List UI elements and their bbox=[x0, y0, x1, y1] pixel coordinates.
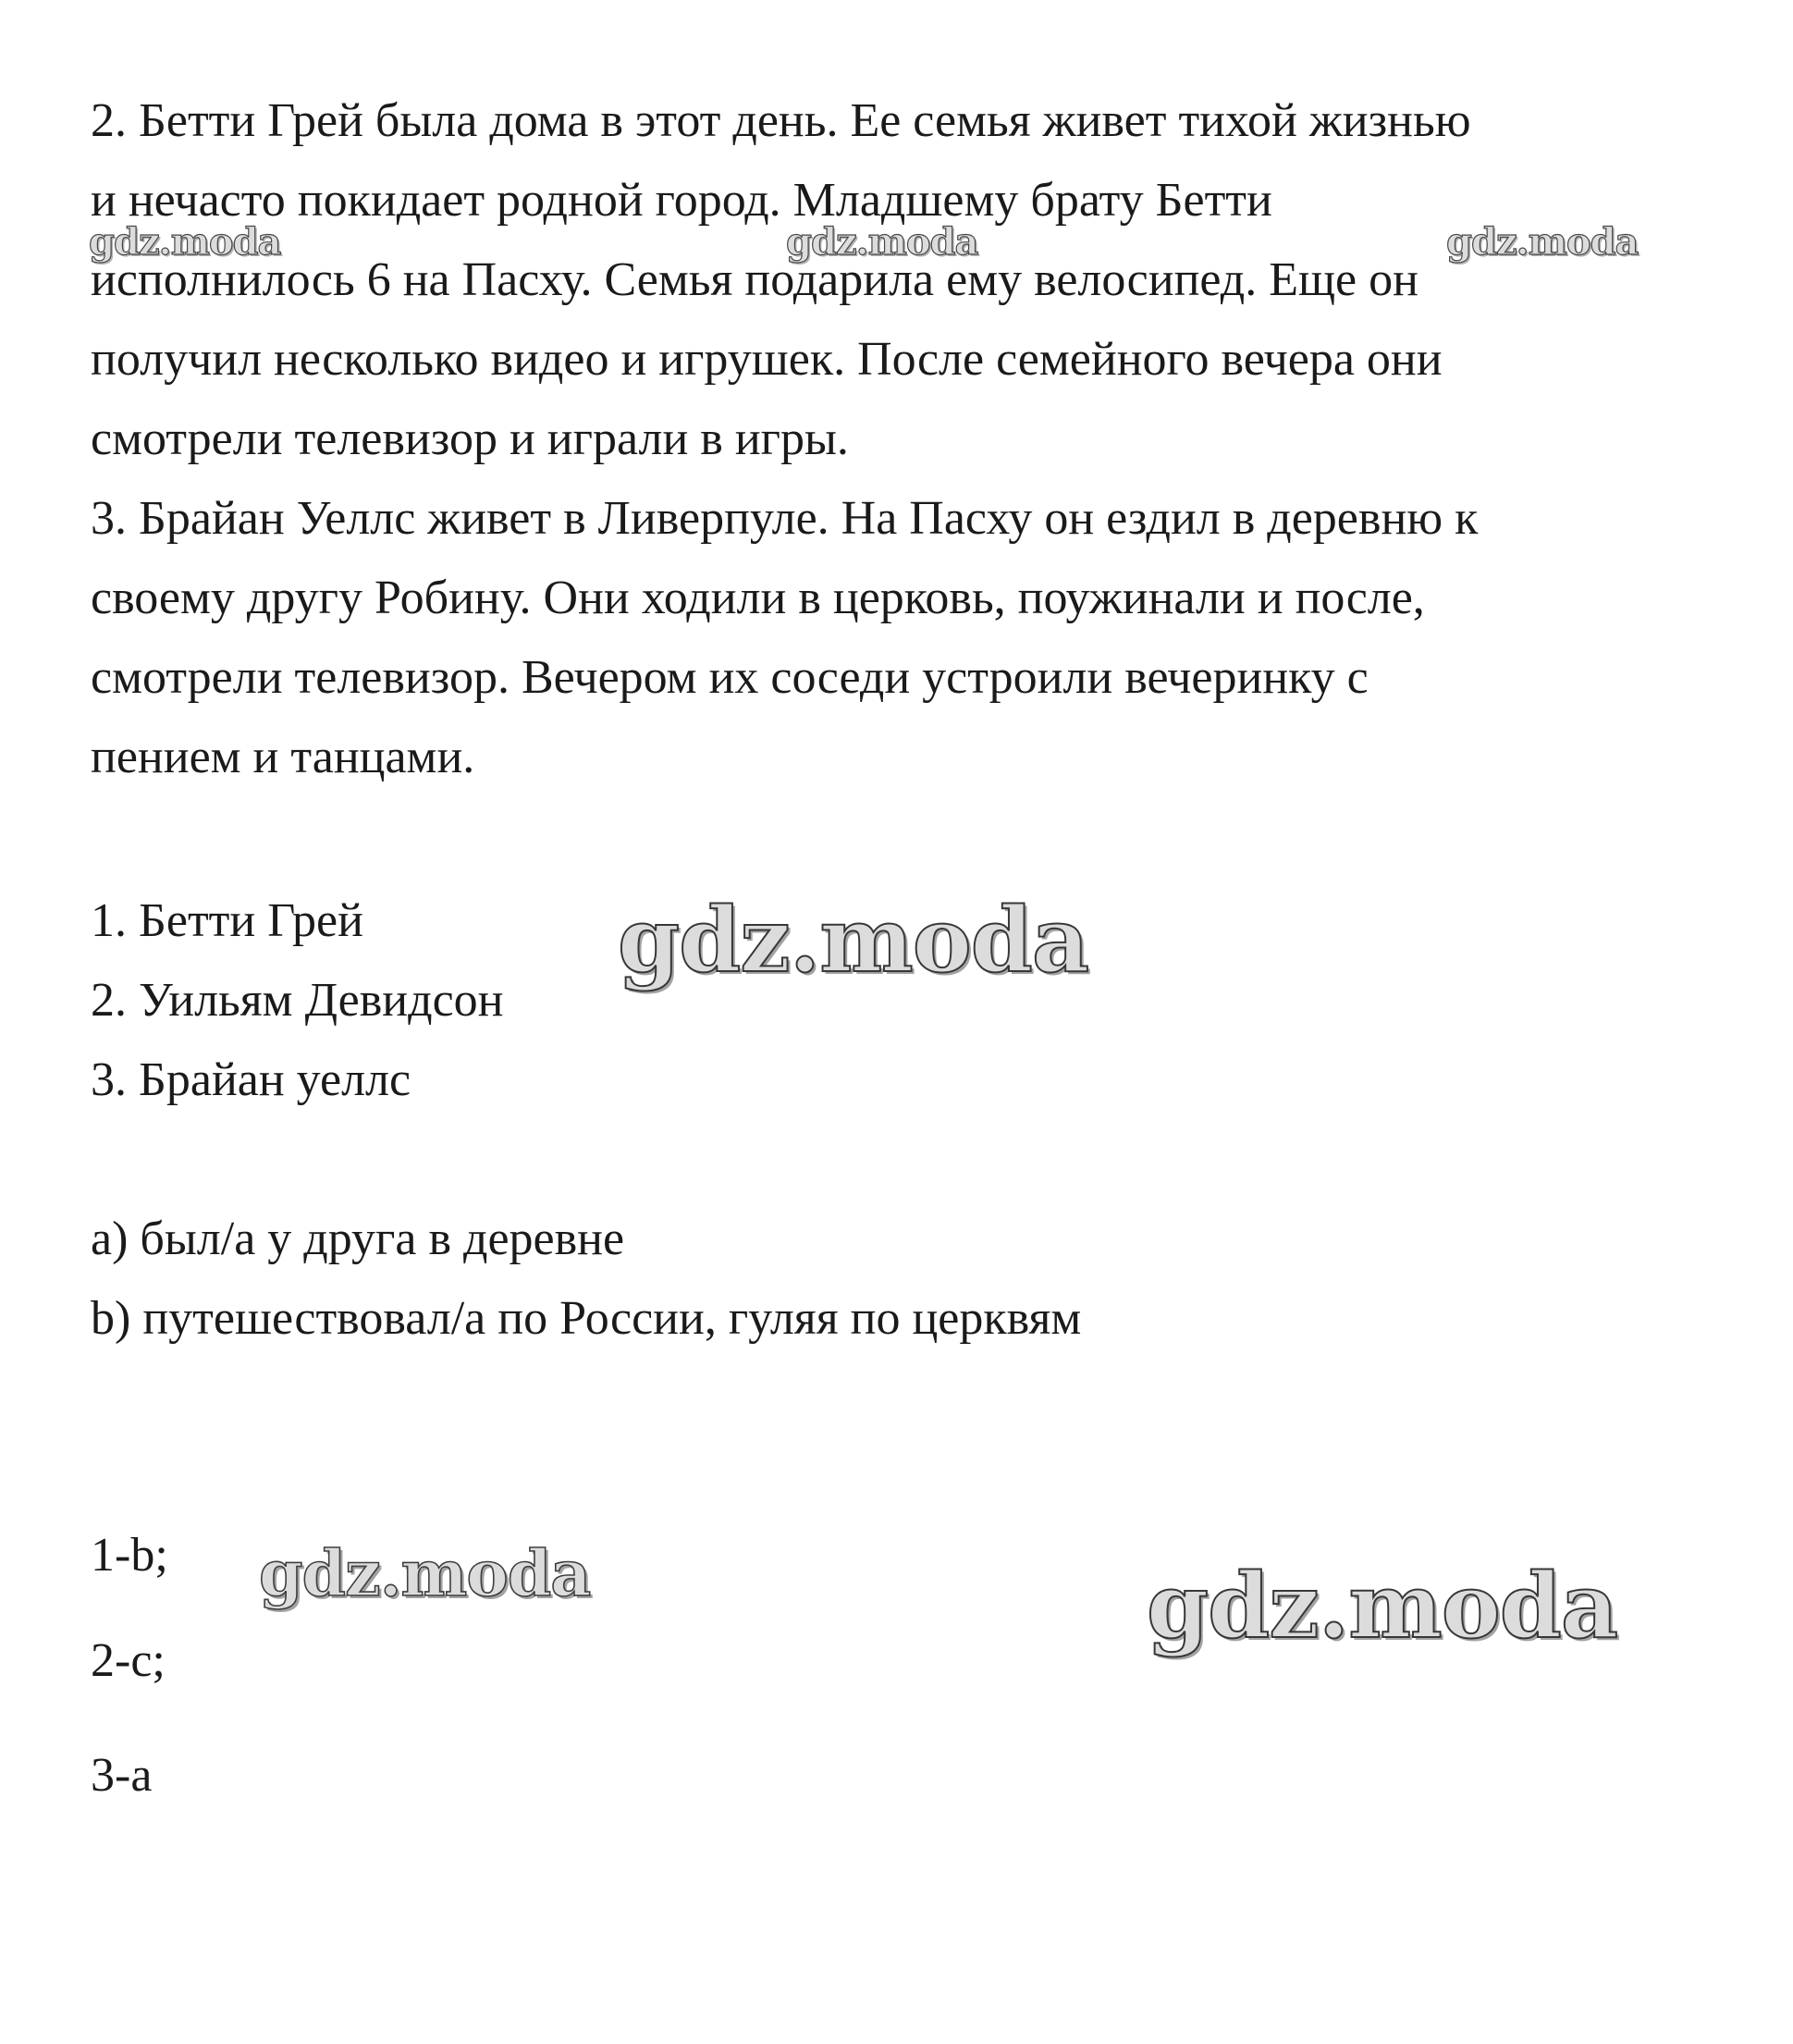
watermark-logo: gdz.moda bbox=[618, 888, 1089, 992]
name-item-3: 3. Брайан уеллс bbox=[91, 1053, 411, 1106]
option-a: a) был/а у друга в деревне bbox=[91, 1213, 625, 1265]
match-2: 2-c; bbox=[91, 1634, 166, 1687]
watermark-logo: gdz.moda bbox=[1147, 1554, 1618, 1658]
match-3: 3-a bbox=[91, 1749, 153, 1802]
name-item-2: 2. Уильям Девидсон bbox=[91, 974, 504, 1027]
watermark-logo: gdz.moda bbox=[1446, 220, 1639, 264]
paragraph-3: 3. Брайан Уеллс живет в Ливерпуле. На Пасху он ездил в деревню к своему другу Робину. Они ходили в церковь, поужинали и после, смотрели телевизор. Вечером их соседи устроили вечеринку с пением и танцами. bbox=[91, 492, 1479, 783]
name-item-1: 1. Бетти Грей bbox=[91, 894, 363, 947]
watermark-logo: gdz.moda bbox=[89, 220, 281, 264]
watermark-logo: gdz.moda bbox=[259, 1537, 591, 1611]
paragraph-2: 2. Бетти Грей была дома в этот день. Ее семья живет тихой жизнью и нечасто покидает родной город. Младшему брату Бетти исполнилось 6 на Пасху. Семья подарила ему велосипед. Еще он получил несколько видео и игрушек. После семейного вечера они смотрели телевизор и играли в игры. bbox=[91, 94, 1471, 465]
watermark-logo: gdz.moda bbox=[786, 220, 978, 264]
option-b: b) путешествовал/а по России, гуляя по церквям bbox=[91, 1292, 1082, 1345]
match-1: 1-b; bbox=[91, 1529, 168, 1582]
